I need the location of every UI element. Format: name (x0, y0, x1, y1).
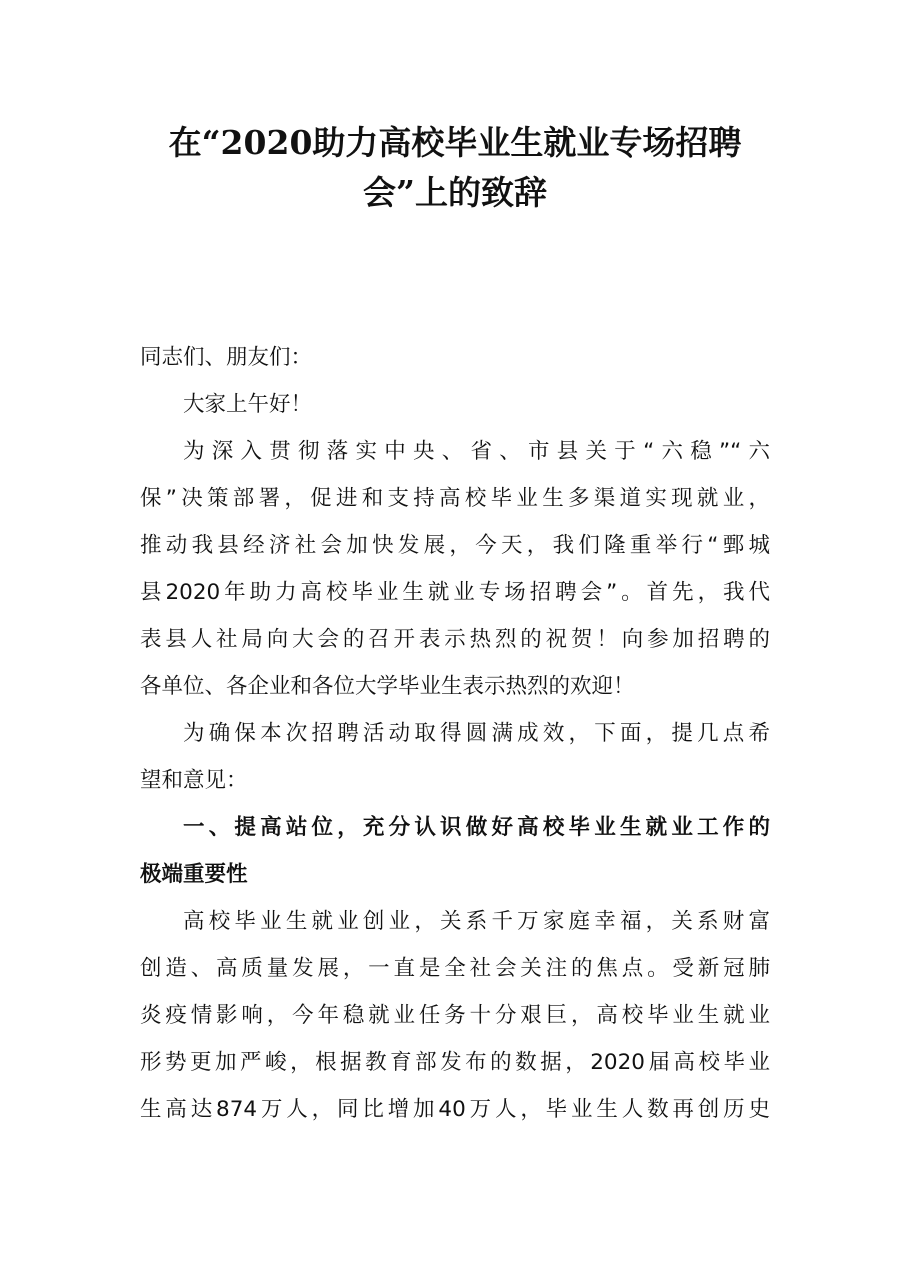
heading-line: 极端重要性 (140, 862, 248, 887)
title-line-1: 在“2020助力高校毕业生就业专场招聘 (168, 123, 742, 162)
paragraph-line: 望和意见： (140, 768, 248, 793)
paragraph-line: 生高达874万人，同比增加40万人，毕业生人数再创历史 (140, 1097, 770, 1122)
greeting: 大家上午好！ (183, 392, 313, 417)
paragraph-line: 高校毕业生就业创业，关系千万家庭幸福，关系财富 (183, 909, 770, 934)
paragraph-line: 炎疫情影响，今年稳就业任务十分艰巨，高校毕业生就业 (140, 1003, 770, 1028)
document-body (140, 334, 770, 1133)
paragraph-line: 县2020年助力高校毕业生就业专场招聘会”。首先，我代 (140, 580, 770, 605)
document-title (140, 118, 770, 218)
paragraph-2 (140, 710, 770, 804)
paragraph-line: 创造、高质量发展，一直是全社会关注的焦点。受新冠肺 (140, 956, 770, 981)
paragraph-line: 推动我县经济社会加快发展，今天，我们隆重举行“鄄城 (140, 533, 770, 558)
salutation: 同志们、朋友们： (140, 345, 313, 370)
paragraph-line: 各单位、各企业和各位大学毕业生表示热烈的欢迎！ (140, 674, 635, 699)
title-line-2: 会”上的致辞 (363, 173, 547, 212)
paragraph-line: 表县人社局向大会的召开表示热烈的祝贺！向参加招聘的 (140, 627, 770, 652)
heading-line: 一、提高站位，充分认识做好高校毕业生就业工作的 (183, 815, 770, 840)
paragraph-3 (140, 898, 770, 1133)
paragraph-1 (140, 428, 770, 710)
paragraph-line: 为确保本次招聘活动取得圆满成效，下面，提几点希 (183, 721, 770, 746)
paragraph-line: 保”决策部署，促进和支持高校毕业生多渠道实现就业， (140, 486, 770, 511)
paragraph-line: 形势更加严峻，根据教育部发布的数据，2020届高校毕业 (140, 1050, 770, 1075)
paragraph-line: 为深入贯彻落实中央、省、市县关于“六稳”“六 (183, 439, 770, 464)
section-heading-1 (140, 804, 770, 898)
